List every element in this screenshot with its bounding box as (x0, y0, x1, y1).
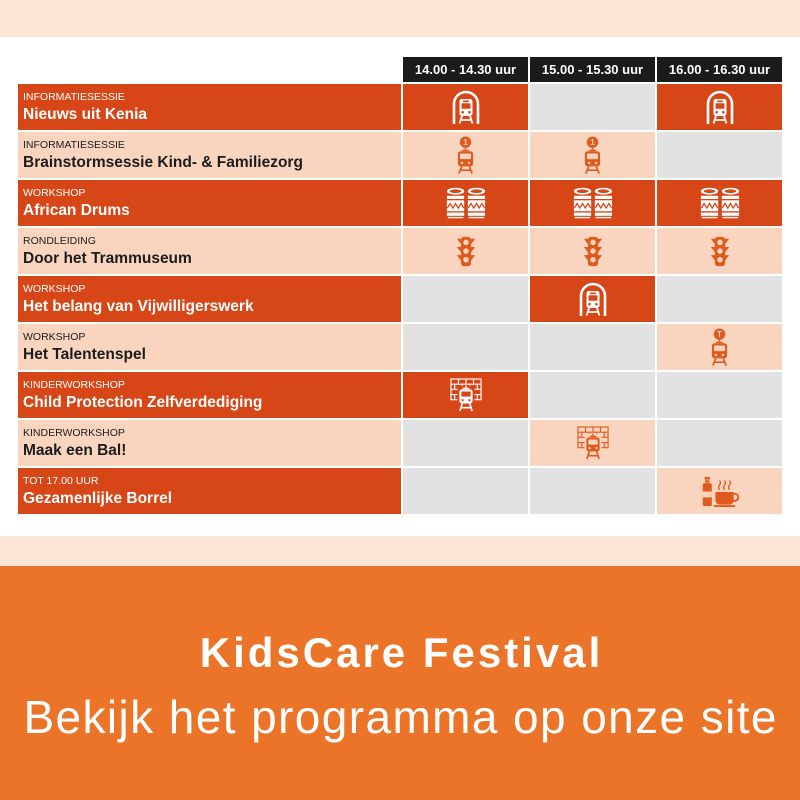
session-label (18, 228, 401, 274)
time-slot-cell (657, 180, 782, 226)
time-slot-cell (403, 468, 528, 514)
session-label (18, 276, 401, 322)
session-label (18, 372, 401, 418)
drums-icon (446, 187, 486, 220)
session-category: WORKSHOP (23, 331, 86, 343)
traffic-light-icon (582, 236, 604, 267)
tram-icon (454, 136, 477, 174)
session-title: Gezamenlijke Borrel (23, 490, 173, 507)
traffic-light-icon (455, 236, 477, 267)
session-row (18, 468, 782, 514)
time-slot-cell (657, 468, 782, 514)
time-slot-cell (530, 324, 655, 370)
festival-name: KidsCare Festival (199, 629, 604, 676)
time-slot-heading: 16.00 - 16.30 uur (657, 57, 782, 82)
session-label (18, 324, 401, 370)
time-slot-cell (530, 228, 655, 274)
session-title: Child Protection Zelfverdediging (23, 394, 263, 411)
tram-icon (581, 136, 604, 174)
time-slot-cell (403, 180, 528, 226)
bottom-band (0, 536, 800, 566)
time-slot-cell (403, 372, 528, 418)
session-category: KINDERWORKSHOP (23, 427, 125, 439)
time-slot-cell (530, 84, 655, 130)
time-slot-cell (657, 324, 782, 370)
session-label (18, 84, 401, 130)
session-title: Door het Trammuseum (23, 250, 192, 267)
session-label (18, 132, 401, 178)
icon-badge-text: 1 (590, 138, 595, 148)
time-slot-header (403, 57, 782, 82)
session-category: INFORMATIESESSIE (23, 139, 125, 151)
session-row (18, 324, 782, 370)
drums-icon (573, 187, 613, 220)
time-slot-cell (657, 372, 782, 418)
drums-icon (700, 187, 740, 220)
traffic-light-icon (709, 236, 731, 267)
time-slot-cell (403, 420, 528, 466)
drinks-icon (700, 476, 740, 507)
time-slot-cell (657, 84, 782, 130)
time-slot-cell (657, 276, 782, 322)
session-row (18, 372, 782, 418)
session-label (18, 180, 401, 226)
time-slot-cell (657, 132, 782, 178)
tram-brick-wall-icon (577, 426, 609, 460)
session-row (18, 420, 782, 466)
time-slot-heading: 14.00 - 14.30 uur (403, 57, 528, 82)
metro-tunnel-icon (578, 281, 608, 317)
session-category: RONDLEIDING (23, 235, 96, 247)
time-slot-cell (403, 228, 528, 274)
icon-badge-text: T (717, 330, 722, 340)
time-slot-cell (530, 420, 655, 466)
session-row (18, 276, 782, 322)
time-slot-cell (530, 372, 655, 418)
session-category: INFORMATIESESSIE (23, 91, 125, 103)
icon-badge-text: 1 (463, 138, 468, 148)
top-band (0, 0, 800, 37)
time-slot-cell (403, 84, 528, 130)
tram-brick-wall-icon (450, 378, 482, 412)
time-slot-cell (657, 420, 782, 466)
time-slot-cell (530, 180, 655, 226)
time-slot-cell (530, 468, 655, 514)
session-row (18, 180, 782, 226)
time-slot-cell (403, 324, 528, 370)
metro-tunnel-icon (451, 89, 481, 125)
session-category: TOT 17.00 UUR (23, 475, 99, 487)
session-category: WORKSHOP (23, 283, 86, 295)
call-to-action-text: Bekijk het programma op onze site (23, 691, 778, 743)
session-row (18, 132, 782, 178)
tram-icon (708, 328, 731, 366)
time-slot-heading: 15.00 - 15.30 uur (530, 57, 655, 82)
session-title: Brainstormsessie Kind- & Familiezorg (23, 154, 303, 171)
program-schedule (18, 57, 782, 514)
promo-banner (0, 566, 800, 800)
time-slot-cell (657, 228, 782, 274)
time-slot-cell (530, 132, 655, 178)
session-label (18, 468, 401, 514)
session-title: Het Talentenspel (23, 346, 146, 363)
time-slot-cell (403, 276, 528, 322)
session-title: Het belang van Vijwilligerswerk (23, 298, 254, 315)
session-title: African Drums (23, 202, 130, 219)
session-category: KINDERWORKSHOP (23, 379, 125, 391)
session-row (18, 228, 782, 274)
session-title: Nieuws uit Kenia (23, 106, 148, 123)
session-label (18, 420, 401, 466)
time-slot-cell (530, 276, 655, 322)
session-row (18, 84, 782, 130)
metro-tunnel-icon (705, 89, 735, 125)
session-category: WORKSHOP (23, 187, 86, 199)
time-slot-cell (403, 132, 528, 178)
session-title: Maak een Bal! (23, 442, 127, 459)
